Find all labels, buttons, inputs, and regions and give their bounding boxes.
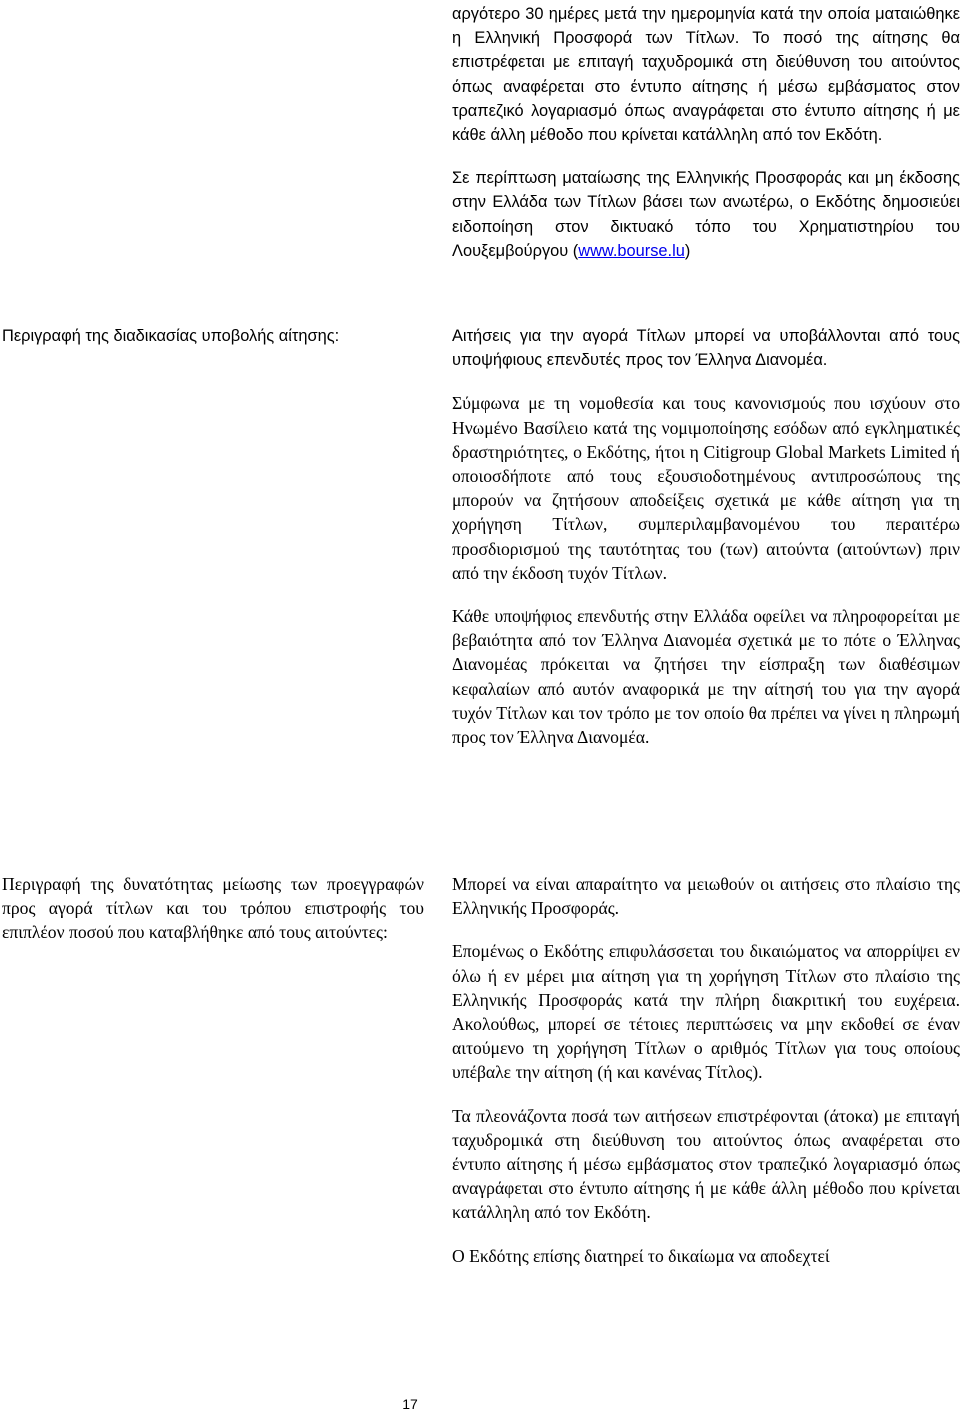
- section-body-application-procedure: [452, 324, 960, 749]
- reduction-paragraph: Μπορεί να είναι απαραίτητο να μειωθούν οι αιτήσεις στο πλαίσιο της Ελληνικής Προσφοράς.: [452, 874, 960, 919]
- cancellation-notice-text: Σε περίπτωση ματαίωσης της Ελληνικής Προσφοράς και μη έκδοσης στην Ελλάδα των Τίτλων βάσει των ανωτέρω, ο Εκδότης δημοσιεύει ειδοποίηση στον δικτυακό τόπο του Χρηματιστηρίου του Λουξεμβούργου (: [452, 169, 960, 260]
- cancellation-notice-paragraph: [452, 166, 960, 263]
- section-label-subscription-reduction: Περιγραφή της δυνατότητας μείωσης των προεγγραφών προς αγορά τίτλων και του τρόπου επιστροφής του επιπλέον ποσού που καταβλήθηκε από τους αιτούντες:: [2, 874, 424, 943]
- anti-money-laundering-paragraph: Σύμφωνα με τη νομοθεσία και τους κανονισμούς που ισχύουν στο Ηνωμένο Βασίλειο κατά της νομιμοποίησης εσόδων από εγκληματικές δραστηριότητες, ο Εκδότης, ήτοι η Citigroup Global Markets Limited ή οποιοσδήποτε από τους εξουσιοδοτημένους αντιπροσώπους της μπορούν να ζητήσουν αποδείξεις σχετικά με κάθε αίτηση για τη χορήγηση Τίτλων, συμπεριλαμβανομένου του περαιτέρω προσδιορισμού της ταυτότητας του (των) αιτούντα (αιτούντων) πριν από την έκδοση τυχόν Τίτλων.: [452, 393, 960, 583]
- refund-paragraph: Τα πλεονάζοντα ποσά των αιτήσεων επιστρέφονται (άτοκα) με επιταγή ταχυδρομικά στη διεύθυνση του αιτούντος όπως αναφέρεται στο έντυπο αίτησης ή μέσω εμβάσματος στον τραπεζικό λογαριασμό όπως αναγράφεται στο έντυπο αίτησης ή με κάθε άλλη μέθοδο που κρίνεται κατάλληλη από τον Εκδότη.: [452, 1105, 960, 1223]
- rejection-rights-paragraph: Επομένως ο Εκδότης επιφυλάσσεται του δικαιώματος να απορρίψει εν όλω ή εν μέρει μια αίτηση για τη χορήγηση Τίτλων στο πλαίσιο της Ελληνικής Προσφοράς κατά την πλήρη διακριτική του ευχέρεια. Ακολούθως, μπορεί σε τέτοιες περιπτώσεις να μην εκδοθεί σε έναν αιτούμενο τη χορήγηση Τίτλων ο αριθμός Τίτλων για τους οποίους υπέβαλε την αίτηση (ή και κανένας Τίτλος).: [452, 941, 960, 1083]
- continuation-paragraph: αργότερο 30 ημέρες μετά την ημερομηνία κατά την οποία ματαιώθηκε η Ελληνική Προσφορά των Τίτλων. Το ποσό της αίτησης θα επιστρέφεται με επιταγή ταχυδρομικά στη διεύθυνση του αιτούντος όπως αναφέρεται στο έντυπο αίτησης ή μέσω εμβάσματος στον τραπεζικό λογαριασμό όπως αναγράφεται στο έντυπο αίτησης ή με κάθε άλλη μέθοδο που κρίνεται κατάλληλη από τον Εκδότη.: [452, 5, 960, 145]
- bourse-link[interactable]: www.bourse.lu: [578, 241, 685, 260]
- page-number: 17: [402, 1396, 418, 1412]
- acceptance-rights-paragraph: Ο Εκδότης επίσης διατηρεί το δικαίωμα να αποδεχτεί: [452, 1245, 830, 1266]
- continuation-block: [452, 2, 960, 263]
- section-body-subscription-reduction: [452, 872, 960, 1268]
- section-label-application-procedure: Περιγραφή της διαδικασίας υποβολής αίτησης:: [2, 327, 340, 345]
- cancellation-notice-suffix: ): [684, 241, 691, 260]
- application-paragraph: Αιτήσεις για την αγορά Τίτλων μπορεί να υποβάλλονται από τους υποψήφιους επενδυτές προς τον Έλληνα Διανομέα.: [452, 327, 960, 370]
- payment-information-paragraph: Κάθε υποψήφιος επενδυτής στην Ελλάδα οφείλει να πληροφορείται με βεβαιότητα από τον Έλληνα Διανομέα σχετικά με το πότε ο Έλληνας Διανομέας πρόκειται να ζητήσει την είσπραξη των διαθέσιμων κεφαλαίων από αυτόν αναφορικά με την αίτησή του για την αγορά τυχόν Τίτλων και τον τρόπο με τον οποίο θα πρέπει να γίνει η πληρωμή προς τον Έλληνα Διανομέα.: [452, 606, 960, 748]
